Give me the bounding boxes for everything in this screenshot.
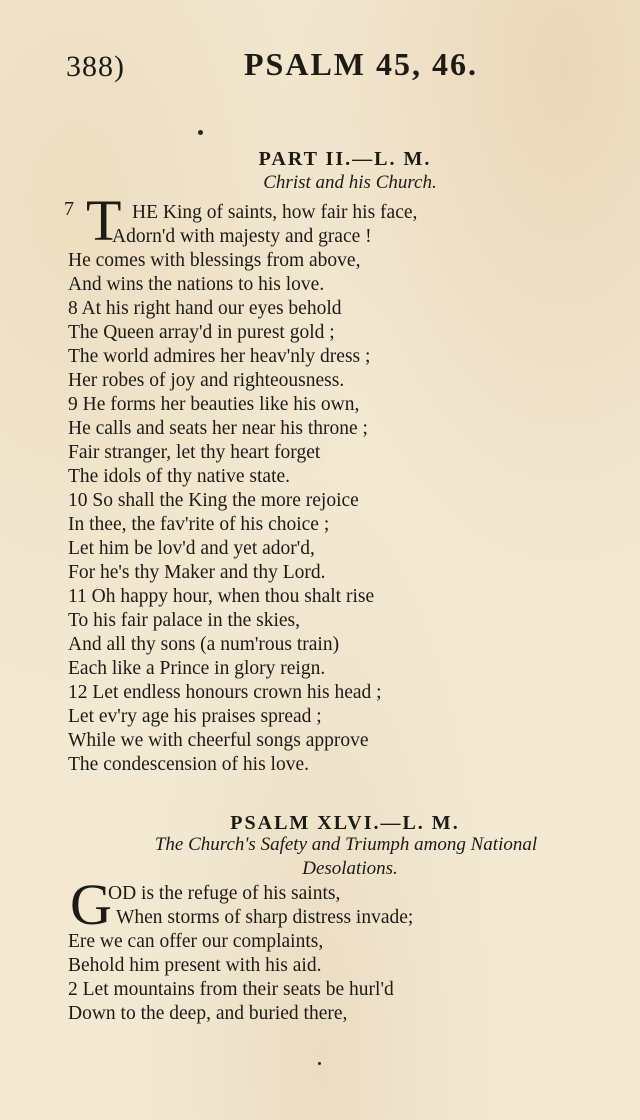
verse-line: For he's thy Maker and thy Lord.: [68, 562, 326, 583]
verse-line: Down to the deep, and buried there,: [68, 1003, 348, 1024]
psalm46-verse-block: [68, 872, 610, 1026]
verse-line: The idols of thy native state.: [68, 466, 291, 487]
verse-line: To his fair palace in the skies,: [68, 610, 301, 631]
verse-line: 8 At his right hand our eyes behold: [68, 298, 342, 319]
page-number: 388): [66, 50, 125, 83]
running-title: PSALM 45, 46.: [244, 46, 478, 82]
verse-line: Let him be lov'd and yet ador'd,: [68, 538, 315, 559]
verse-line: Behold him present with his aid.: [68, 955, 322, 976]
verse-line: He comes with blessings from above,: [68, 250, 361, 271]
verse-line: 10 So shall the King the more rejoice: [68, 490, 359, 511]
verse-line: HE King of saints, how fair his face,: [132, 202, 418, 223]
verse-line: Each like a Prince in glory reign.: [68, 658, 326, 679]
verse-line: He calls and seats her near his throne ;: [68, 418, 368, 439]
psalm46-subtitle: The Church's Safety and Triumph among National: [154, 834, 538, 855]
verse-line: Adorn'd with majesty and grace !: [112, 226, 372, 247]
dropcap-t: T: [86, 188, 122, 253]
verse-line: 2 Let mountains from their seats be hurl'd: [68, 979, 394, 1000]
dropcap-g: G: [70, 872, 112, 937]
verse-line: 11 Oh happy hour, when thou shalt rise: [68, 586, 375, 607]
verse-line: 9 He forms her beauties like his own,: [68, 394, 360, 415]
ink-speck: [198, 130, 203, 135]
verse-line: The Queen array'd in purest gold ;: [68, 322, 335, 343]
verse-line: The condescension of his love.: [68, 754, 309, 775]
verse-line: Ere we can offer our complaints,: [68, 931, 324, 952]
psalm46-heading: PSALM XLVI.—L. M.: [230, 812, 460, 834]
ink-speck: [318, 1062, 321, 1065]
part2-subtitle: Christ and his Church.: [263, 172, 437, 193]
verse-line: And wins the nations to his love.: [68, 274, 325, 295]
verse-line: When storms of sharp distress invade;: [116, 907, 414, 928]
verse-line: In thee, the fav'rite of his choice ;: [68, 514, 330, 535]
verse-line: While we with cheerful songs approve: [68, 730, 369, 751]
verse-line: Fair stranger, let thy heart forget: [68, 442, 321, 463]
verse-line: Let ev'ry age his praises spread ;: [68, 706, 322, 727]
verse-line: 12 Let endless honours crown his head ;: [68, 682, 382, 703]
page-header: [66, 46, 486, 86]
verse-line: OD is the refuge of his saints,: [108, 883, 341, 904]
verse-line: Her robes of joy and righteousness.: [68, 370, 345, 391]
part2-verse-block: [68, 201, 610, 777]
verse-number-7: 7: [64, 198, 74, 220]
psalm46-subtitle-cont: Desolations.: [302, 858, 398, 879]
verse-line: The world admires her heav'nly dress ;: [68, 346, 371, 367]
part2-heading: PART II.—L. M.: [258, 148, 432, 170]
verse-line: And all thy sons (a num'rous train): [68, 634, 340, 655]
